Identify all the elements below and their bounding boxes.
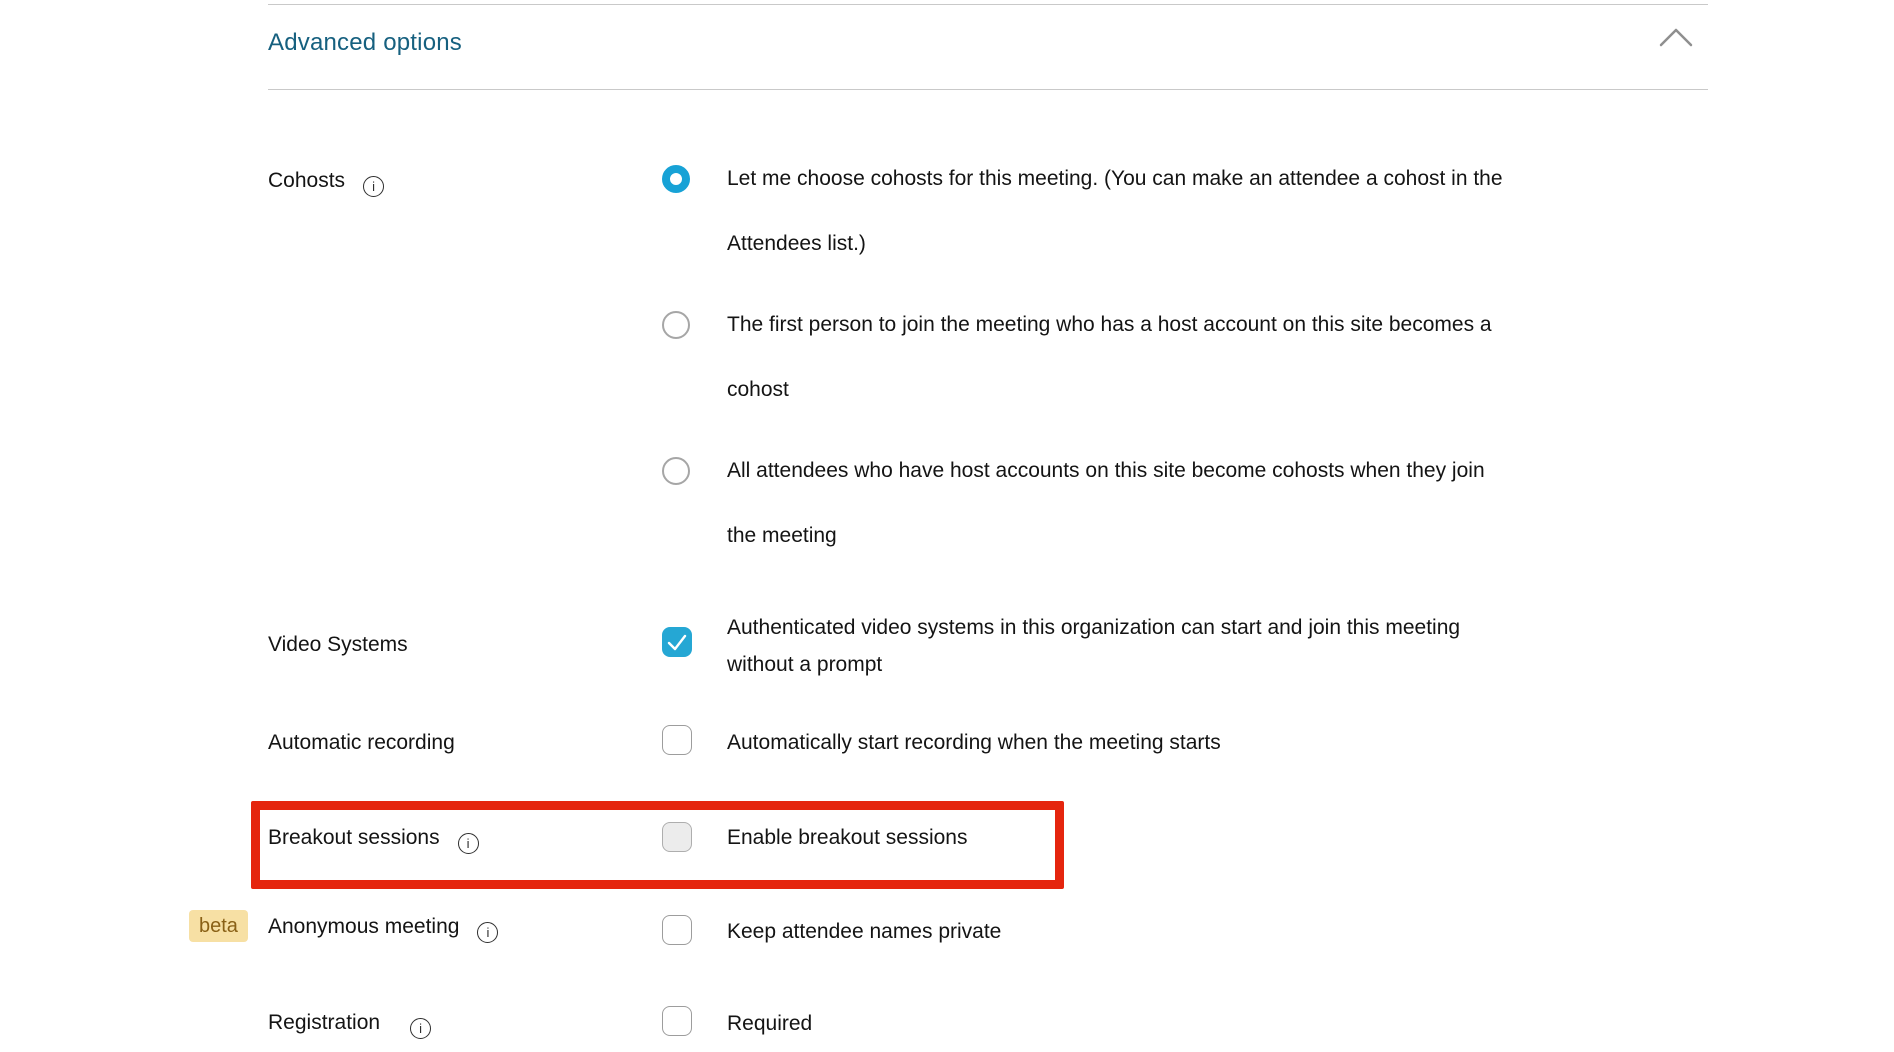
info-icon[interactable]: i bbox=[477, 922, 498, 943]
breakout-sessions-label-text: Breakout sessions bbox=[268, 826, 440, 849]
info-icon[interactable]: i bbox=[458, 833, 479, 854]
section-top-divider bbox=[268, 4, 1708, 5]
cohost-option-all-hosts-label[interactable] bbox=[727, 438, 1485, 568]
cohosts-label bbox=[268, 166, 384, 197]
automatic-recording-label: Automatic recording bbox=[268, 731, 455, 754]
option-text-line[interactable]: Let me choose cohosts for this meeting. (You can make an attendee a cohost in the bbox=[727, 167, 1503, 190]
video-systems-checkbox-label[interactable] bbox=[727, 609, 1460, 683]
registration-checkbox-label[interactable]: Required bbox=[727, 1012, 813, 1035]
cohost-option-first-host-radio[interactable] bbox=[662, 311, 690, 339]
anonymous-meeting-checkbox-label[interactable]: Keep attendee names private bbox=[727, 920, 1002, 943]
cohost-option-choose-radio[interactable] bbox=[662, 165, 690, 193]
option-text-line[interactable]: cohost bbox=[727, 378, 789, 401]
cohost-option-all-hosts-radio[interactable] bbox=[662, 457, 690, 485]
breakout-sessions-label bbox=[268, 823, 479, 854]
info-icon[interactable]: i bbox=[363, 176, 384, 197]
automatic-recording-checkbox[interactable] bbox=[662, 725, 692, 755]
checkmark-icon bbox=[662, 627, 692, 657]
beta-badge: beta bbox=[189, 910, 248, 942]
anonymous-meeting-label bbox=[268, 912, 498, 943]
info-icon[interactable]: i bbox=[410, 1018, 431, 1039]
anonymous-meeting-label-text: Anonymous meeting bbox=[268, 915, 460, 938]
option-text-line[interactable]: without a prompt bbox=[727, 653, 883, 676]
registration-label-text: Registration bbox=[268, 1011, 381, 1034]
cohost-option-choose-label[interactable] bbox=[727, 146, 1503, 276]
section-title[interactable]: Advanced options bbox=[268, 29, 463, 56]
option-text-line[interactable]: All attendees who have host accounts on this site become cohosts when they join bbox=[727, 459, 1485, 482]
registration-label bbox=[268, 1008, 431, 1039]
registration-checkbox[interactable] bbox=[662, 1006, 692, 1036]
cohosts-label-text: Cohosts bbox=[268, 169, 346, 192]
breakout-sessions-checkbox-label[interactable]: Enable breakout sessions bbox=[727, 826, 968, 849]
automatic-recording-checkbox-label[interactable]: Automatically start recording when the meeting starts bbox=[727, 731, 1221, 754]
section-bottom-divider bbox=[268, 89, 1708, 90]
anonymous-meeting-checkbox[interactable] bbox=[662, 915, 692, 945]
option-text-line[interactable]: Attendees list.) bbox=[727, 232, 866, 255]
collapse-section-button[interactable] bbox=[1658, 24, 1694, 50]
video-systems-checkbox[interactable] bbox=[662, 627, 692, 657]
cohost-option-first-host-label[interactable] bbox=[727, 292, 1492, 422]
option-text-line[interactable]: Authenticated video systems in this organization can start and join this meeting bbox=[727, 616, 1461, 639]
chevron-up-icon bbox=[1658, 24, 1694, 50]
video-systems-label: Video Systems bbox=[268, 633, 408, 656]
breakout-sessions-checkbox[interactable] bbox=[662, 822, 692, 852]
option-text-line[interactable]: The first person to join the meeting who has a host account on this site becomes a bbox=[727, 313, 1492, 336]
option-text-line[interactable]: the meeting bbox=[727, 524, 837, 547]
